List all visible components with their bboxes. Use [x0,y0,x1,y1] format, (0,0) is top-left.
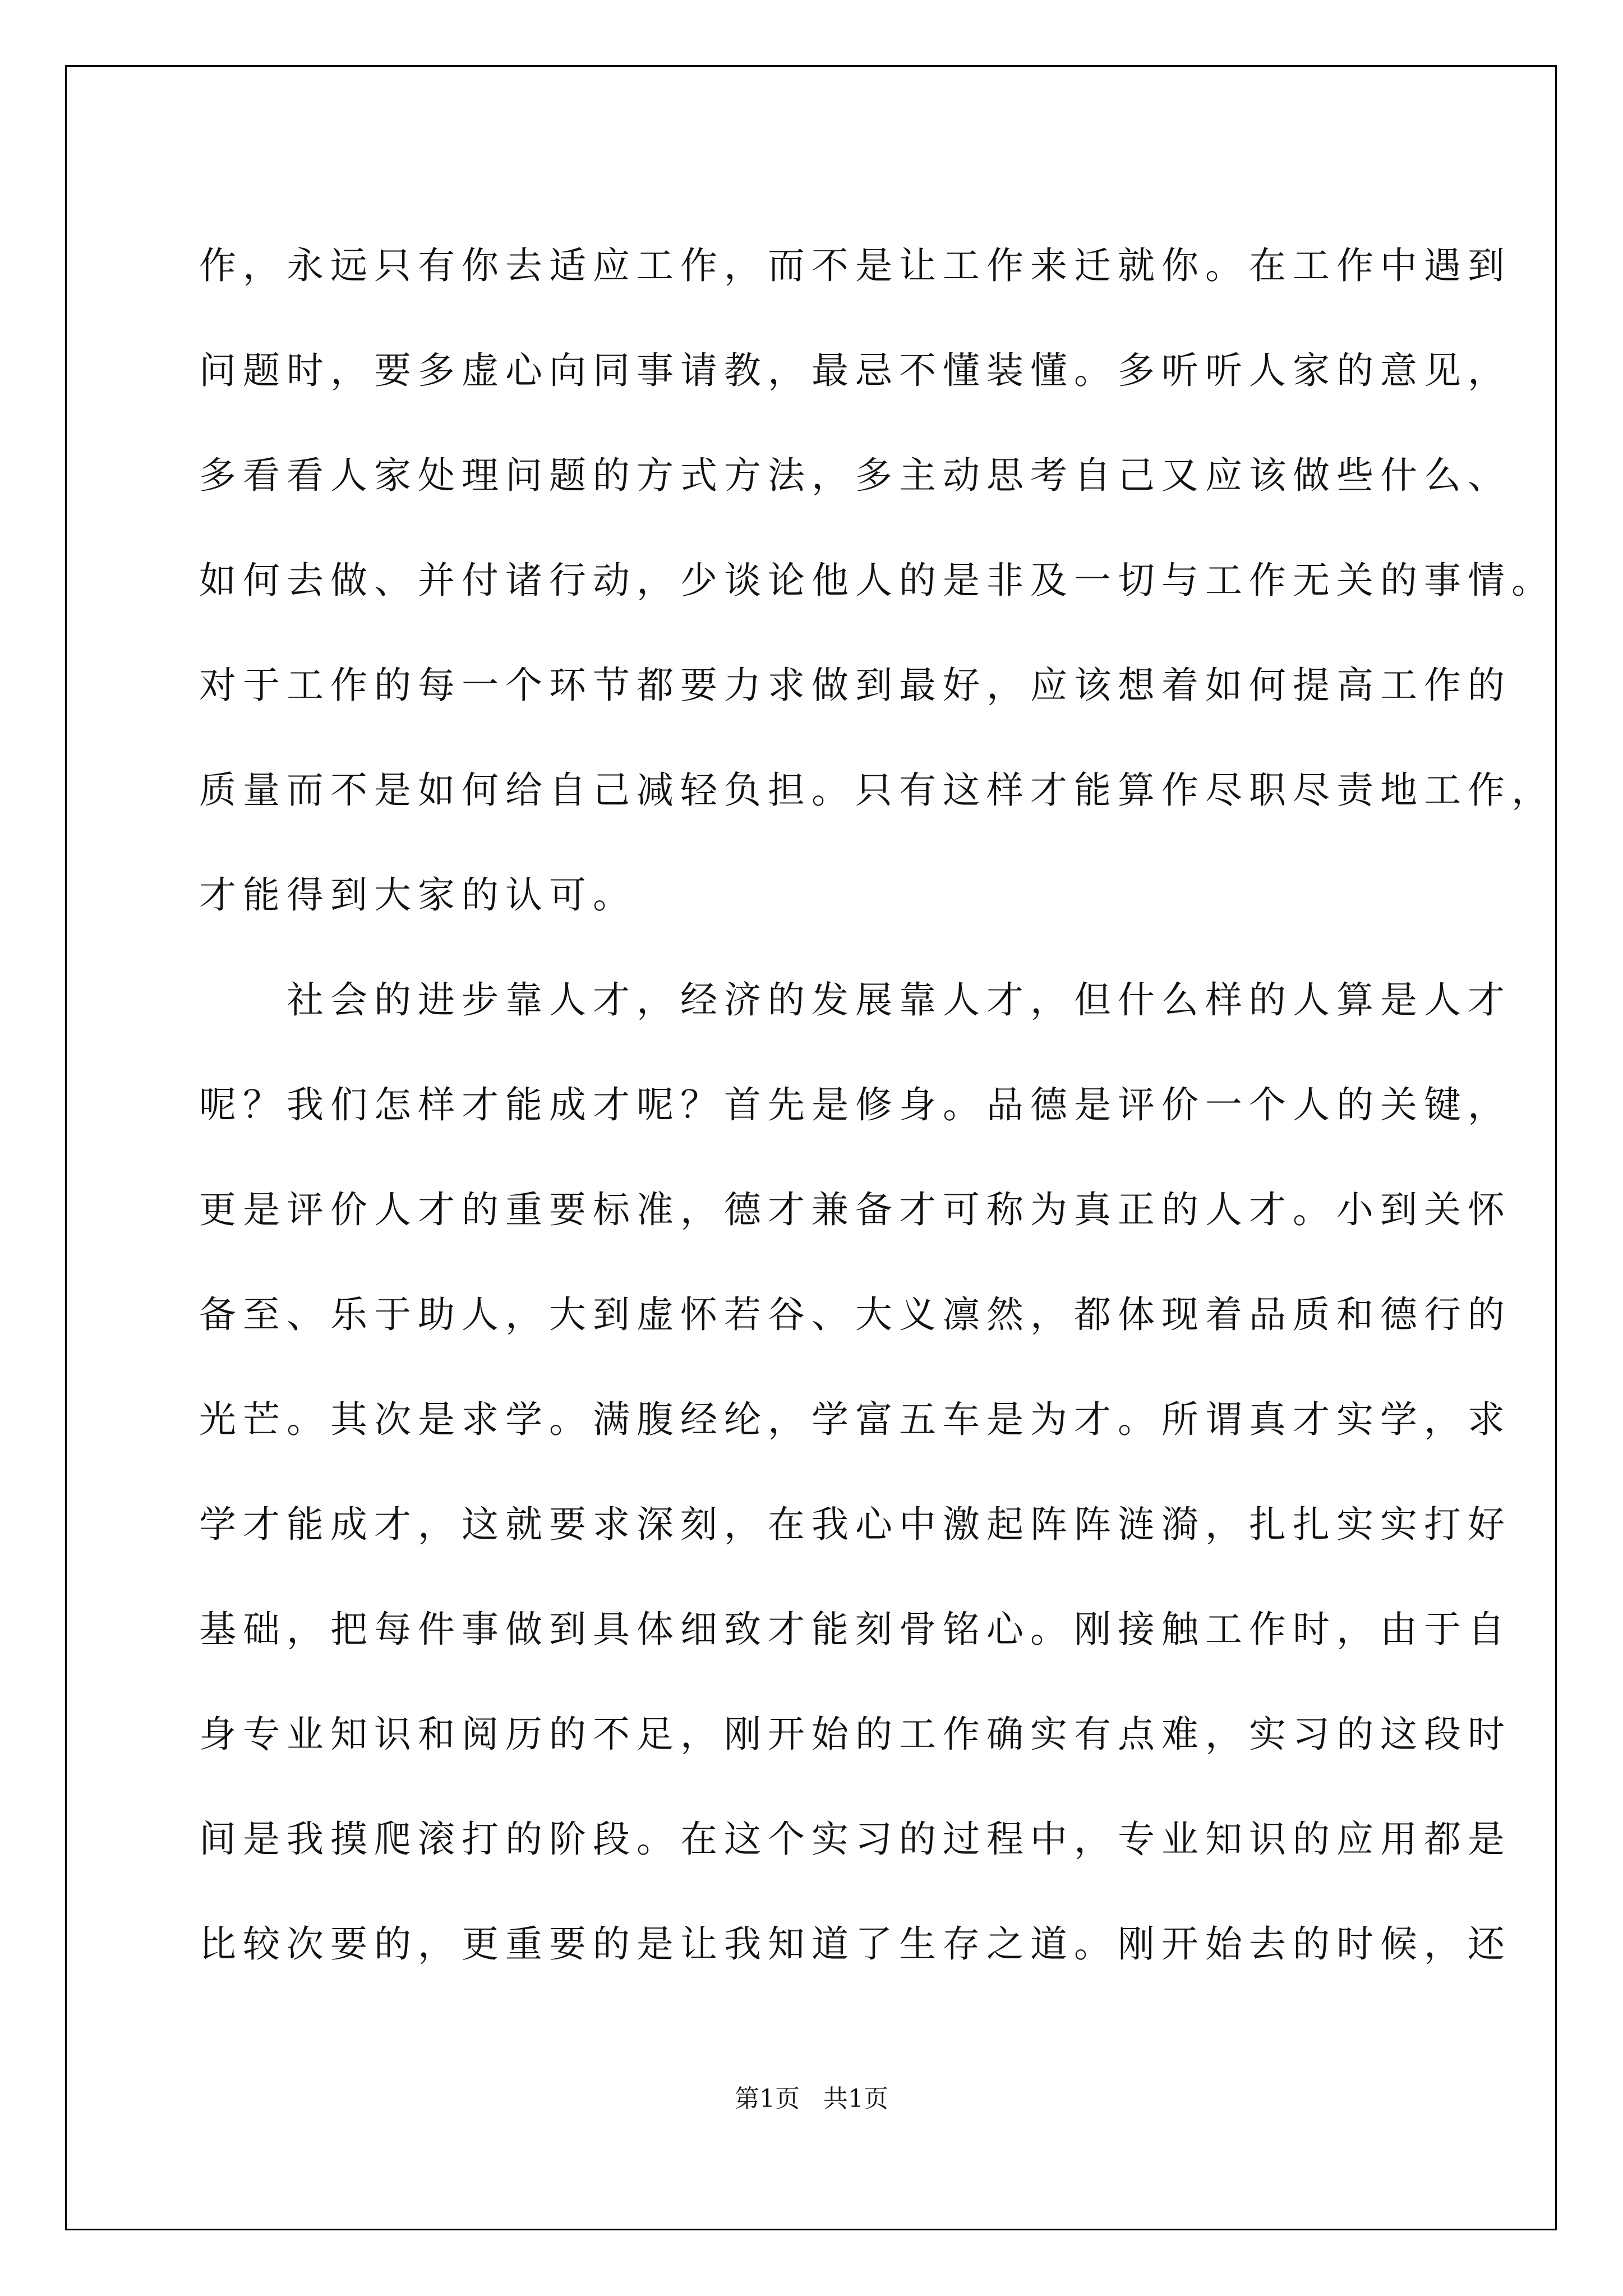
text-line: 基础，把每件事做到具体细致才能刻骨铭心。刚接触工作时，由于自 [199,1608,1511,1651]
text-line: 质量而不是如何给自己减轻负担。只有这样才能算作尽职尽责地工作， [199,769,1555,812]
text-line: 社会的进步靠人才，经济的发展靠人才，但什么样的人算是人才 [199,978,1511,1022]
text-line: 如何去做、并付诸行动，少谈论他人的是非及一切与工作无关的事情。 [199,559,1555,602]
page-footer: 第1页 共1页 [735,2085,888,2113]
text-line: 对于工作的每一个环节都要力求做到最好，应该想着如何提高工作的 [199,664,1511,707]
document-body [199,213,1555,1996]
text-line: 更是评价人才的重要标准，德才兼备才可称为真正的人才。小到关怀 [199,1188,1511,1231]
text-line: 问题时，要多虚心向同事请教，最忌不懂装懂。多听听人家的意见， [199,349,1511,392]
text-line: 光芒。其次是求学。满腹经纶，学富五车是为才。所谓真才实学，求 [199,1398,1511,1441]
text-line: 作，永远只有你去适应工作，而不是让工作来迁就你。在工作中遇到 [199,244,1511,287]
text-line: 才能得到大家的认可。 [199,873,637,917]
text-line: 间是我摸爬滚打的阶段。在这个实习的过程中，专业知识的应用都是 [199,1818,1511,1861]
text-line: 学才能成才，这就要求深刻，在我心中激起阵阵涟漪，扎扎实实打好 [199,1503,1511,1546]
text-line: 比较次要的，更重要的是让我知道了生存之道。刚开始去的时候，还 [199,1922,1511,1966]
text-line: 呢？我们怎样才能成才呢？首先是修身。品德是评价一个人的关键， [199,1083,1511,1126]
text-line: 备至、乐于助人，大到虚怀若谷、大义凛然，都体现着品质和德行的 [199,1293,1511,1336]
text-line: 多看看人家处理问题的方式方法，多主动思考自己又应该做些什么、 [199,454,1511,497]
text-line: 身专业知识和阅历的不足，刚开始的工作确实有点难，实习的这段时 [199,1713,1511,1756]
